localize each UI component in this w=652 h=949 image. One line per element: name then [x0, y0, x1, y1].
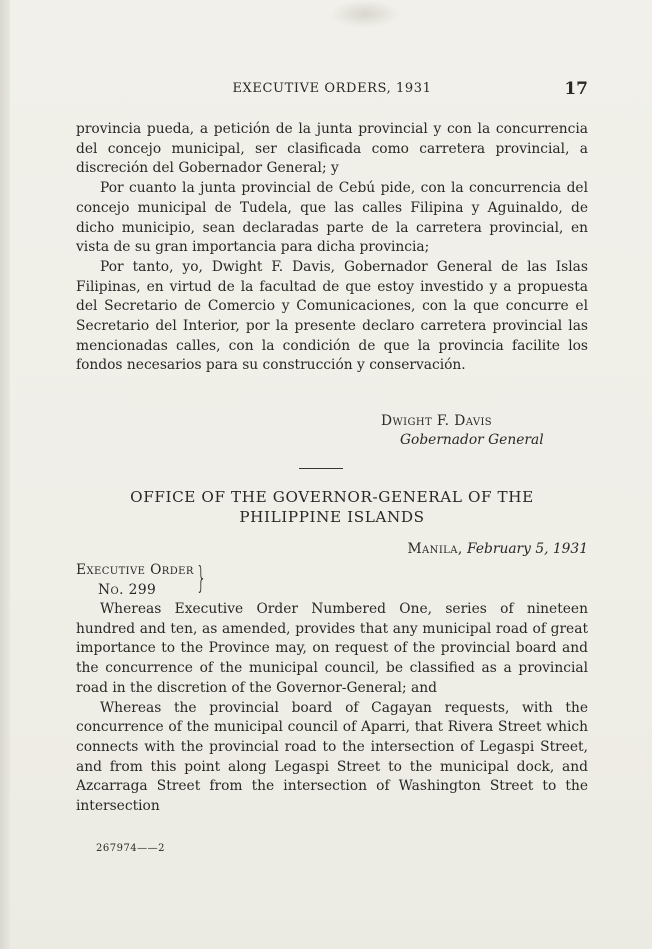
executive-order-label	[76, 560, 194, 600]
printer-mark: 267974——2	[96, 843, 166, 854]
paragraph: provincia pueda, a petición de la junta provincial y con la concurrencia del concejo municipal, ser clasificada como carretera provincial, a discreción del Gobernador General; y	[76, 121, 588, 177]
dateline-date: February 5, 1931	[467, 541, 588, 557]
page-spine-edge	[0, 0, 10, 949]
order-label: Executive Order	[76, 562, 194, 578]
running-header	[76, 79, 588, 101]
print-smudge	[330, 0, 400, 28]
signature-title: Gobernador General	[400, 432, 544, 448]
paragraph: Whereas the provincial board of Cagayan requests, with the concurrence of the municipal council of Aparri, that Rivera Street which connects with the provincial road to the intersection of Legaspi Street, and from this point along Legaspi Street to the municipal dock, and Azcarraga Street from the intersection of Washington Street to the intersection	[76, 699, 588, 815]
running-title: EXECUTIVE ORDERS, 1931	[232, 81, 432, 96]
paragraph: Por tanto, yo, Dwight F. Davis, Gobernador General de las Islas Filipinas, en virtud de la facultad de que estoy investido y a propuesta del Secretario de Comercio y Comunicaciones, con la que concurre el Secretario del Interior, por la presente declaro carretera provincial las mencionadas calles, con la condición de que la provincia facilite los fondos necesarios para su construcción y conservación.	[76, 258, 588, 374]
english-order-text	[76, 600, 588, 817]
brace-mark: }	[196, 561, 207, 596]
office-heading	[76, 487, 588, 527]
office-heading-line: OFFICE OF THE GOVERNOR-GENERAL OF THE	[130, 488, 534, 506]
section-divider	[299, 468, 343, 469]
order-number: No. 299	[98, 582, 157, 598]
office-heading-line: PHILIPPINE ISLANDS	[239, 508, 425, 526]
dateline-place: Manila,	[407, 541, 463, 557]
signature-name: Dwight F. Davis	[381, 413, 493, 429]
dateline	[408, 541, 588, 557]
spanish-order-text	[76, 120, 588, 376]
page-number: 17	[564, 79, 588, 99]
paragraph: Whereas Executive Order Numbered One, series of nineteen hundred and ten, as amended, provides that any municipal road of great importance to the Province may, on request of the provincial board and the concurrence of the municipal council, be classified as a provincial road in the discretion of the Governor-General; and	[76, 601, 588, 696]
paragraph: Por cuanto la junta provincial de Cebú pide, con la concurrencia del concejo municipal de Tudela, que las calles Filipina y Aguinaldo, de dicho municipio, sean declaradas parte de la carretera provincial, en vista de su gran importancia para dicha provincia;	[76, 180, 588, 256]
